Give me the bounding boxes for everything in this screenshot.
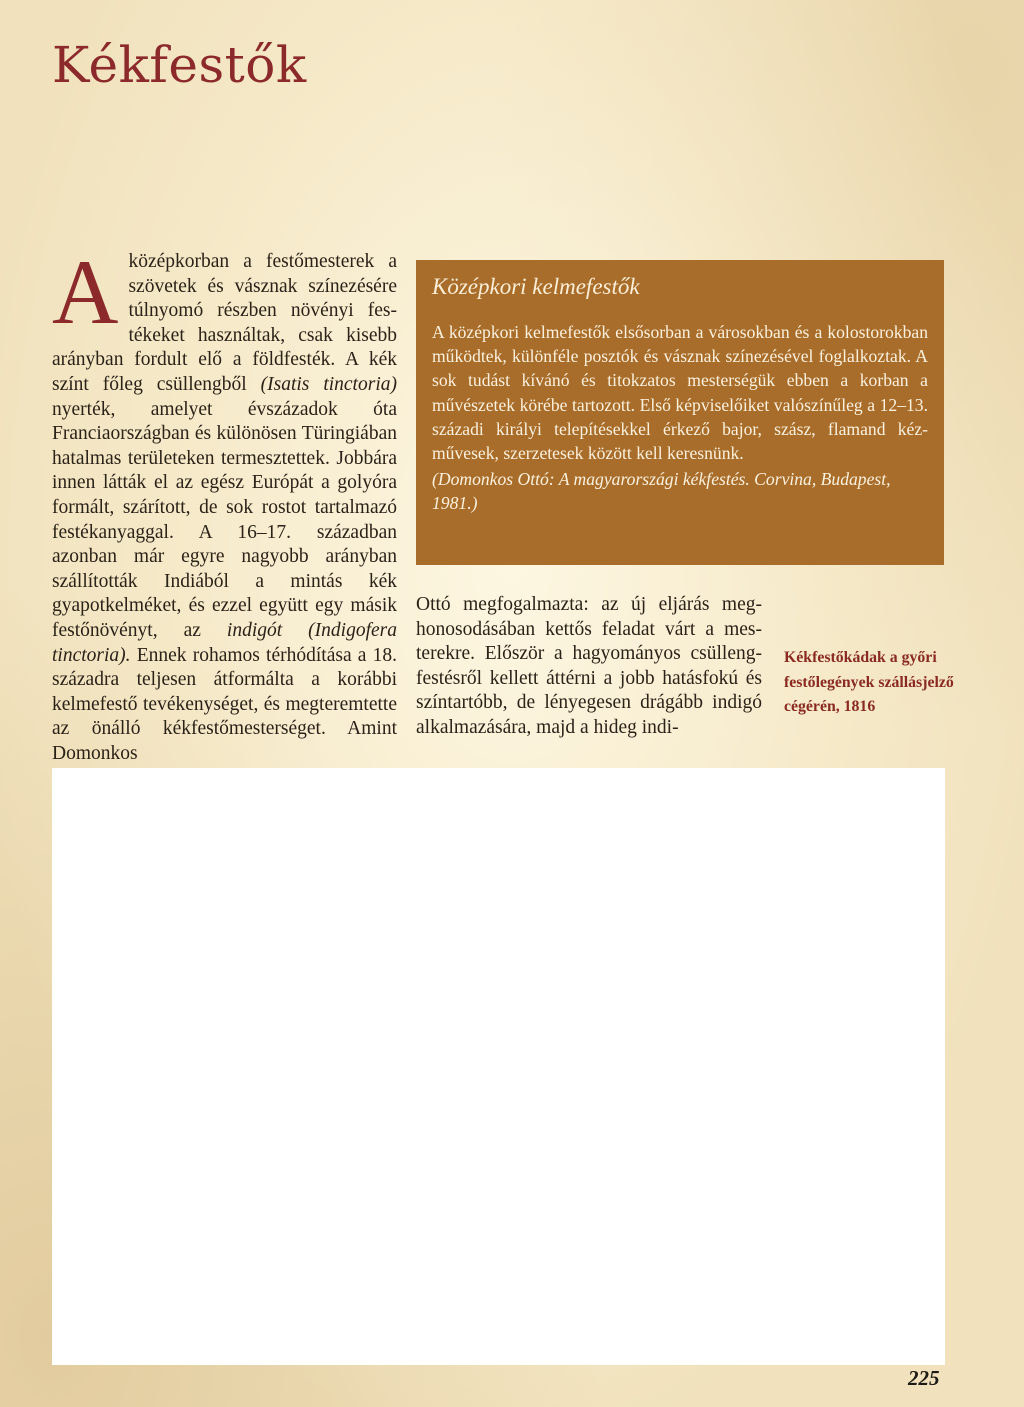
- main-text-lead: középkorban a festőmesterek a szövetek és vásznak színezésére túlnyomó részben növényi festékeket használtak, csak kisebb arányban fordult elő a földfesték. A kék színt főleg csüllengből: [52, 251, 397, 395]
- main-text-space: [282, 620, 308, 641]
- sidebar-body: A középkori kelmefestők elsősorban a városokban és a kolostorokban működtek, különféle posztók és vásznak színezésével foglalkoztak. A sok tudást kívánó és titokzatos mesterségük ebben a korban a művészetek körébe tartozott. Első képviselőiket valószínűleg a 12–13. századi királyi telepítésekkel érkező bajor, szász, flamand kézművesek, szerzetesek között kell keresnünk.: [432, 322, 928, 464]
- image-area: [52, 768, 945, 1365]
- latin-name-isatis: (Isatis tinctoria): [260, 373, 397, 395]
- sidebar-box: [416, 260, 944, 565]
- sidebar-source: (Domonkos Ottó: A magyarországi kékfestés. Corvina, Budapest, 1981.): [432, 469, 891, 514]
- term-indigo: indigót: [226, 619, 283, 641]
- main-text-middle: nyerték, amelyet évszázadok óta Franciaországban és különösen Türingiában hatalmas területeken termesztettek. Jobbára innen látták el az egész Európát a golyóra formált, szárított, de sok rostot tartalmazó festékanyaggal. A 16–17. században azonban már egyre nagyobb arányban szállították Indiából a mintás kék gyapotkelméket, és ezzel együtt egy másik festőnövényt, az: [52, 398, 397, 641]
- main-text-end: Ennek rohamos térhódítása a 18. századra teljesen átformálta a korábbi kelmefestő tevékenységet, és megteremtette az önálló kékfestőmesterséget. Amint Domonkos: [52, 644, 397, 764]
- main-text-column: [52, 241, 397, 766]
- page-number: 225: [908, 1366, 940, 1390]
- image-caption: Kékfestőkádak a győri festőlegények szállásjelző cégérén, 1816: [784, 649, 954, 716]
- page-title: Kékfestők: [52, 36, 307, 94]
- continuation-text-column: Ottó megfogalmazta: az új eljárás meghonosodásában kettős feladat várt a mesterekre. Először a hagyományos csüllengfestésről kellett áttérni a jobb hatásfokú és színtartóbb, de lényegesen drágább indigó alkalmazására, majd a hideg indi-: [416, 594, 762, 738]
- sidebar-title: Középkori kelmefestők: [432, 274, 640, 299]
- latin-name-indigofera: (Indigofera tinctoria).: [52, 619, 397, 666]
- drop-cap: A: [52, 241, 119, 343]
